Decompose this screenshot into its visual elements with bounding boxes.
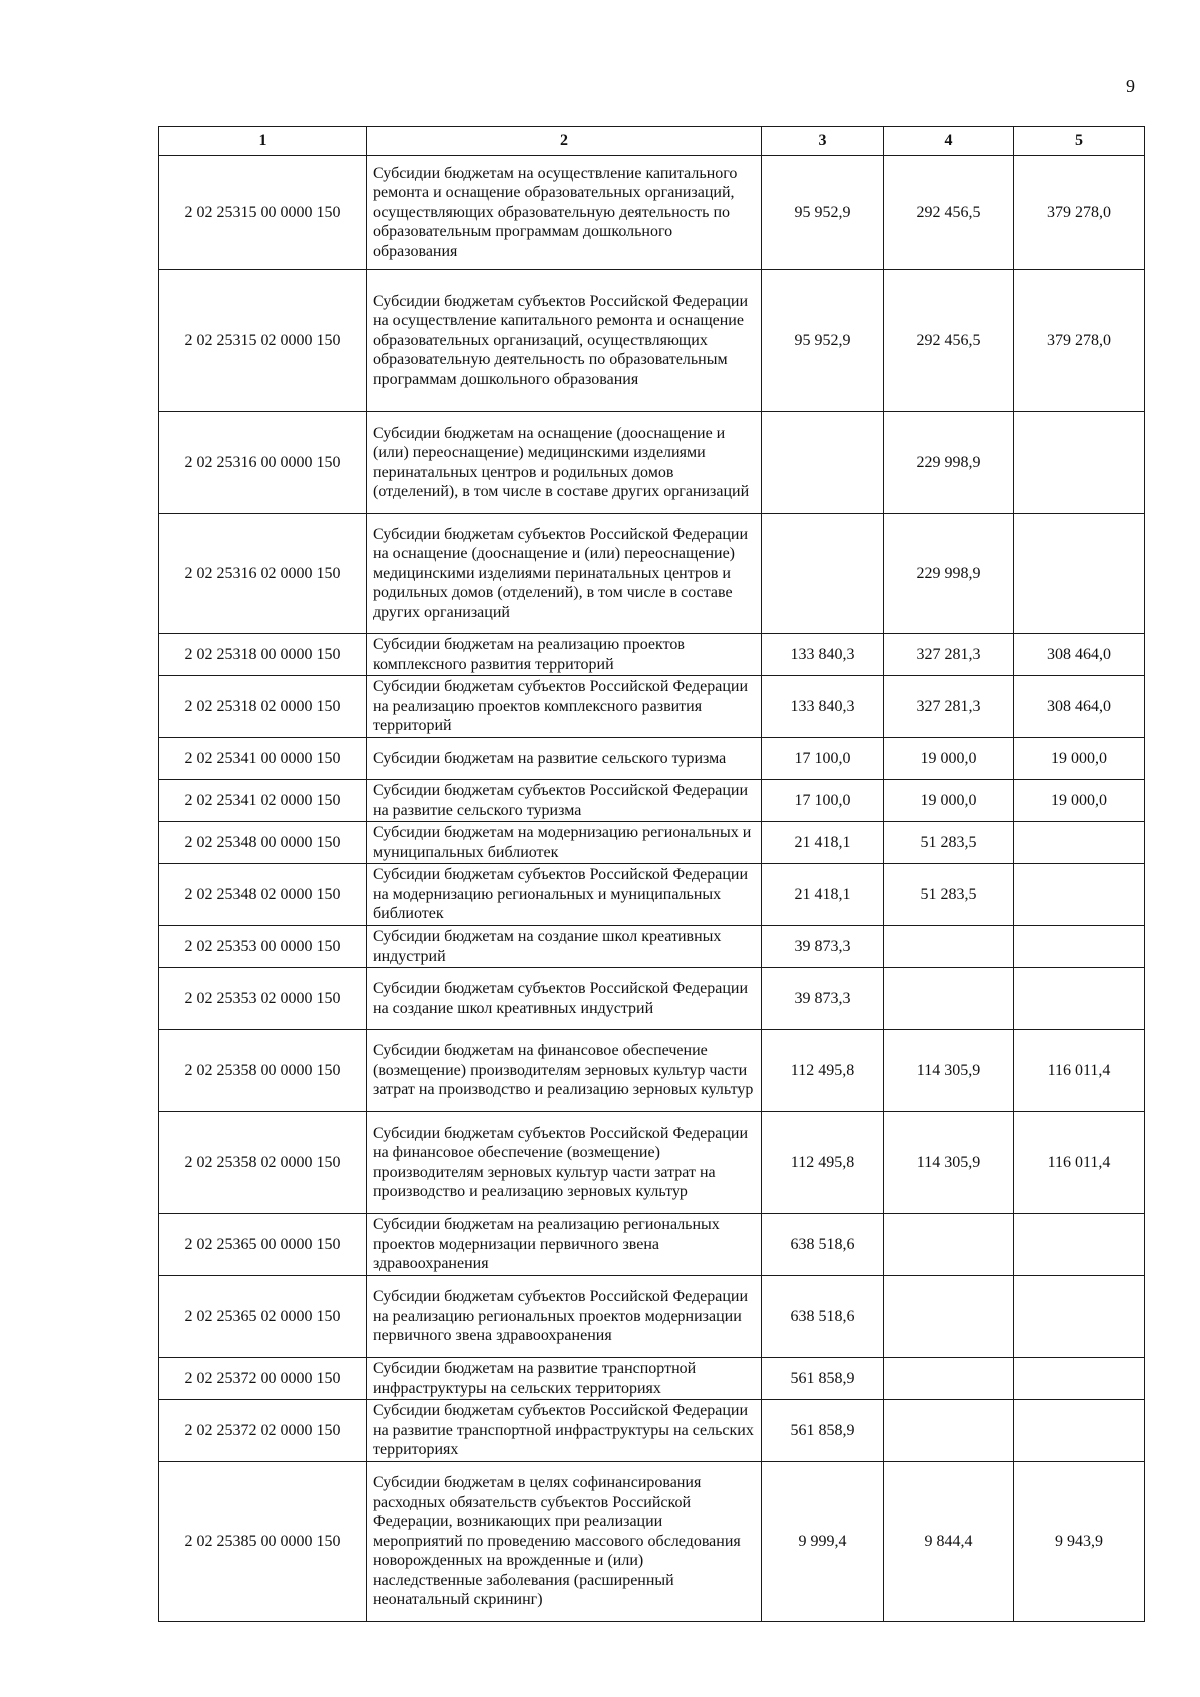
description: Субсидии бюджетам субъектов Российской Федерации на модернизацию региональных и муниципальных библиотек: [367, 864, 762, 926]
table-row: [159, 514, 1145, 634]
table-row: [159, 1112, 1145, 1214]
table-row: [159, 1030, 1145, 1112]
budget-code: 2 02 25372 00 0000 150: [159, 1358, 367, 1400]
budget-code: 2 02 25348 02 0000 150: [159, 864, 367, 926]
value-col-3: 638 518,6: [762, 1276, 884, 1358]
budget-code: 2 02 25365 00 0000 150: [159, 1214, 367, 1276]
value-col-4: 327 281,3: [884, 634, 1014, 676]
value-col-4: 51 283,5: [884, 864, 1014, 926]
value-col-3: 133 840,3: [762, 634, 884, 676]
value-col-5: [1014, 1214, 1145, 1276]
description: Субсидии бюджетам субъектов Российской Федерации на оснащение (дооснащение и (или) переоснащение) медицинскими изделиями перинатальных центров и родильных домов (отделений), в том числе в составе других организаций: [367, 514, 762, 634]
description: Субсидии бюджетам субъектов Российской Федерации на реализацию региональных проектов модернизации первичного звена здравоохранения: [367, 1276, 762, 1358]
table-row: [159, 864, 1145, 926]
budget-code: 2 02 25353 00 0000 150: [159, 926, 367, 968]
value-col-4: [884, 926, 1014, 968]
budget-code: 2 02 25358 00 0000 150: [159, 1030, 367, 1112]
value-col-4: 292 456,5: [884, 270, 1014, 412]
description: Субсидии бюджетам на осуществление капитального ремонта и оснащение образовательных организаций, осуществляющих образовательную деятельность по образовательным программам дошкольного образования: [367, 156, 762, 270]
value-col-4: 114 305,9: [884, 1112, 1014, 1214]
value-col-4: 229 998,9: [884, 514, 1014, 634]
value-col-5: [1014, 1400, 1145, 1462]
table-row: [159, 1276, 1145, 1358]
value-col-3: [762, 514, 884, 634]
value-col-4: 51 283,5: [884, 822, 1014, 864]
value-col-5: 19 000,0: [1014, 780, 1145, 822]
description: Субсидии бюджетам на реализацию проектов комплексного развития территорий: [367, 634, 762, 676]
value-col-3: 95 952,9: [762, 156, 884, 270]
table-row: [159, 926, 1145, 968]
value-col-4: [884, 1358, 1014, 1400]
description: Субсидии бюджетам субъектов Российской Федерации на осуществление капитального ремонта и оснащение образовательных организаций, осуществляющих образовательную деятельность по образовательным программам дошкольного образования: [367, 270, 762, 412]
column-header-3: 3: [762, 127, 884, 156]
value-col-5: 379 278,0: [1014, 270, 1145, 412]
description: Субсидии бюджетам субъектов Российской Федерации на развитие сельского туризма: [367, 780, 762, 822]
budget-code: 2 02 25316 00 0000 150: [159, 412, 367, 514]
budget-code: 2 02 25358 02 0000 150: [159, 1112, 367, 1214]
description: Субсидии бюджетам в целях софинансирования расходных обязательств субъектов Российской Федерации, возникающих при реализации мероприятий по проведению массового обследования новорожденных на врожденные и (или) наследственные заболевания (расширенный неонатальный скрининг): [367, 1462, 762, 1622]
description: Субсидии бюджетам на оснащение (дооснащение и (или) переоснащение) медицинскими изделиями перинатальных центров и родильных домов (отделений), в том числе в составе других организаций: [367, 412, 762, 514]
value-col-4: 19 000,0: [884, 738, 1014, 780]
table-header-row: [159, 127, 1145, 156]
value-col-5: 308 464,0: [1014, 676, 1145, 738]
value-col-3: 112 495,8: [762, 1030, 884, 1112]
value-col-5: [1014, 1276, 1145, 1358]
budget-code: 2 02 25348 00 0000 150: [159, 822, 367, 864]
description: Субсидии бюджетам субъектов Российской Федерации на финансовое обеспечение (возмещение) производителям зерновых культур части затрат на производство и реализацию зерновых культур: [367, 1112, 762, 1214]
value-col-3: 95 952,9: [762, 270, 884, 412]
value-col-3: 21 418,1: [762, 864, 884, 926]
column-header-2: 2: [367, 127, 762, 156]
budget-code: 2 02 25365 02 0000 150: [159, 1276, 367, 1358]
budget-code: 2 02 25316 02 0000 150: [159, 514, 367, 634]
description: Субсидии бюджетам на развитие транспортной инфраструктуры на сельских территориях: [367, 1358, 762, 1400]
value-col-4: 19 000,0: [884, 780, 1014, 822]
value-col-5: [1014, 926, 1145, 968]
value-col-3: 561 858,9: [762, 1358, 884, 1400]
description: Субсидии бюджетам на финансовое обеспечение (возмещение) производителям зерновых культур части затрат на производство и реализацию зерновых культур: [367, 1030, 762, 1112]
value-col-5: [1014, 864, 1145, 926]
budget-code: 2 02 25385 00 0000 150: [159, 1462, 367, 1622]
description: Субсидии бюджетам субъектов Российской Федерации на реализацию проектов комплексного развития территорий: [367, 676, 762, 738]
budget-code: 2 02 25341 02 0000 150: [159, 780, 367, 822]
value-col-5: [1014, 514, 1145, 634]
column-header-4: 4: [884, 127, 1014, 156]
table-row: [159, 412, 1145, 514]
table-row: [159, 1358, 1145, 1400]
value-col-5: 379 278,0: [1014, 156, 1145, 270]
budget-revenue-table: [158, 126, 1145, 1622]
value-col-4: [884, 1400, 1014, 1462]
description: Субсидии бюджетам на реализацию региональных проектов модернизации первичного звена здравоохранения: [367, 1214, 762, 1276]
value-col-5: [1014, 968, 1145, 1030]
column-header-5: 5: [1014, 127, 1145, 156]
value-col-5: 116 011,4: [1014, 1030, 1145, 1112]
page-number: 9: [1126, 76, 1135, 96]
budget-code: 2 02 25318 00 0000 150: [159, 634, 367, 676]
table-row: [159, 822, 1145, 864]
table-row: [159, 676, 1145, 738]
value-col-3: 638 518,6: [762, 1214, 884, 1276]
description: Субсидии бюджетам на создание школ креативных индустрий: [367, 926, 762, 968]
value-col-5: 19 000,0: [1014, 738, 1145, 780]
budget-code: 2 02 25372 02 0000 150: [159, 1400, 367, 1462]
value-col-5: 308 464,0: [1014, 634, 1145, 676]
value-col-3: 17 100,0: [762, 738, 884, 780]
value-col-3: 17 100,0: [762, 780, 884, 822]
value-col-5: 9 943,9: [1014, 1462, 1145, 1622]
value-col-4: 292 456,5: [884, 156, 1014, 270]
budget-code: 2 02 25315 02 0000 150: [159, 270, 367, 412]
value-col-4: 327 281,3: [884, 676, 1014, 738]
value-col-4: 9 844,4: [884, 1462, 1014, 1622]
value-col-3: 561 858,9: [762, 1400, 884, 1462]
column-header-1: 1: [159, 127, 367, 156]
table-row: [159, 1462, 1145, 1622]
value-col-4: 114 305,9: [884, 1030, 1014, 1112]
description: Субсидии бюджетам на модернизацию региональных и муниципальных библиотек: [367, 822, 762, 864]
value-col-3: 39 873,3: [762, 926, 884, 968]
value-col-3: [762, 412, 884, 514]
table-row: [159, 1400, 1145, 1462]
description: Субсидии бюджетам на развитие сельского туризма: [367, 738, 762, 780]
table-row: [159, 968, 1145, 1030]
table-row: [159, 270, 1145, 412]
value-col-4: [884, 968, 1014, 1030]
table-row: [159, 634, 1145, 676]
budget-code: 2 02 25315 00 0000 150: [159, 156, 367, 270]
value-col-3: 9 999,4: [762, 1462, 884, 1622]
table-row: [159, 156, 1145, 270]
budget-code: 2 02 25341 00 0000 150: [159, 738, 367, 780]
value-col-5: [1014, 822, 1145, 864]
value-col-3: 133 840,3: [762, 676, 884, 738]
value-col-4: [884, 1214, 1014, 1276]
value-col-3: 39 873,3: [762, 968, 884, 1030]
table-row: [159, 738, 1145, 780]
value-col-4: 229 998,9: [884, 412, 1014, 514]
value-col-5: 116 011,4: [1014, 1112, 1145, 1214]
description: Субсидии бюджетам субъектов Российской Федерации на развитие транспортной инфраструктуры на сельских территориях: [367, 1400, 762, 1462]
table-row: [159, 780, 1145, 822]
budget-code: 2 02 25318 02 0000 150: [159, 676, 367, 738]
value-col-3: 21 418,1: [762, 822, 884, 864]
value-col-5: [1014, 412, 1145, 514]
table-row: [159, 1214, 1145, 1276]
budget-code: 2 02 25353 02 0000 150: [159, 968, 367, 1030]
description: Субсидии бюджетам субъектов Российской Федерации на создание школ креативных индустрий: [367, 968, 762, 1030]
value-col-5: [1014, 1358, 1145, 1400]
value-col-4: [884, 1276, 1014, 1358]
value-col-3: 112 495,8: [762, 1112, 884, 1214]
